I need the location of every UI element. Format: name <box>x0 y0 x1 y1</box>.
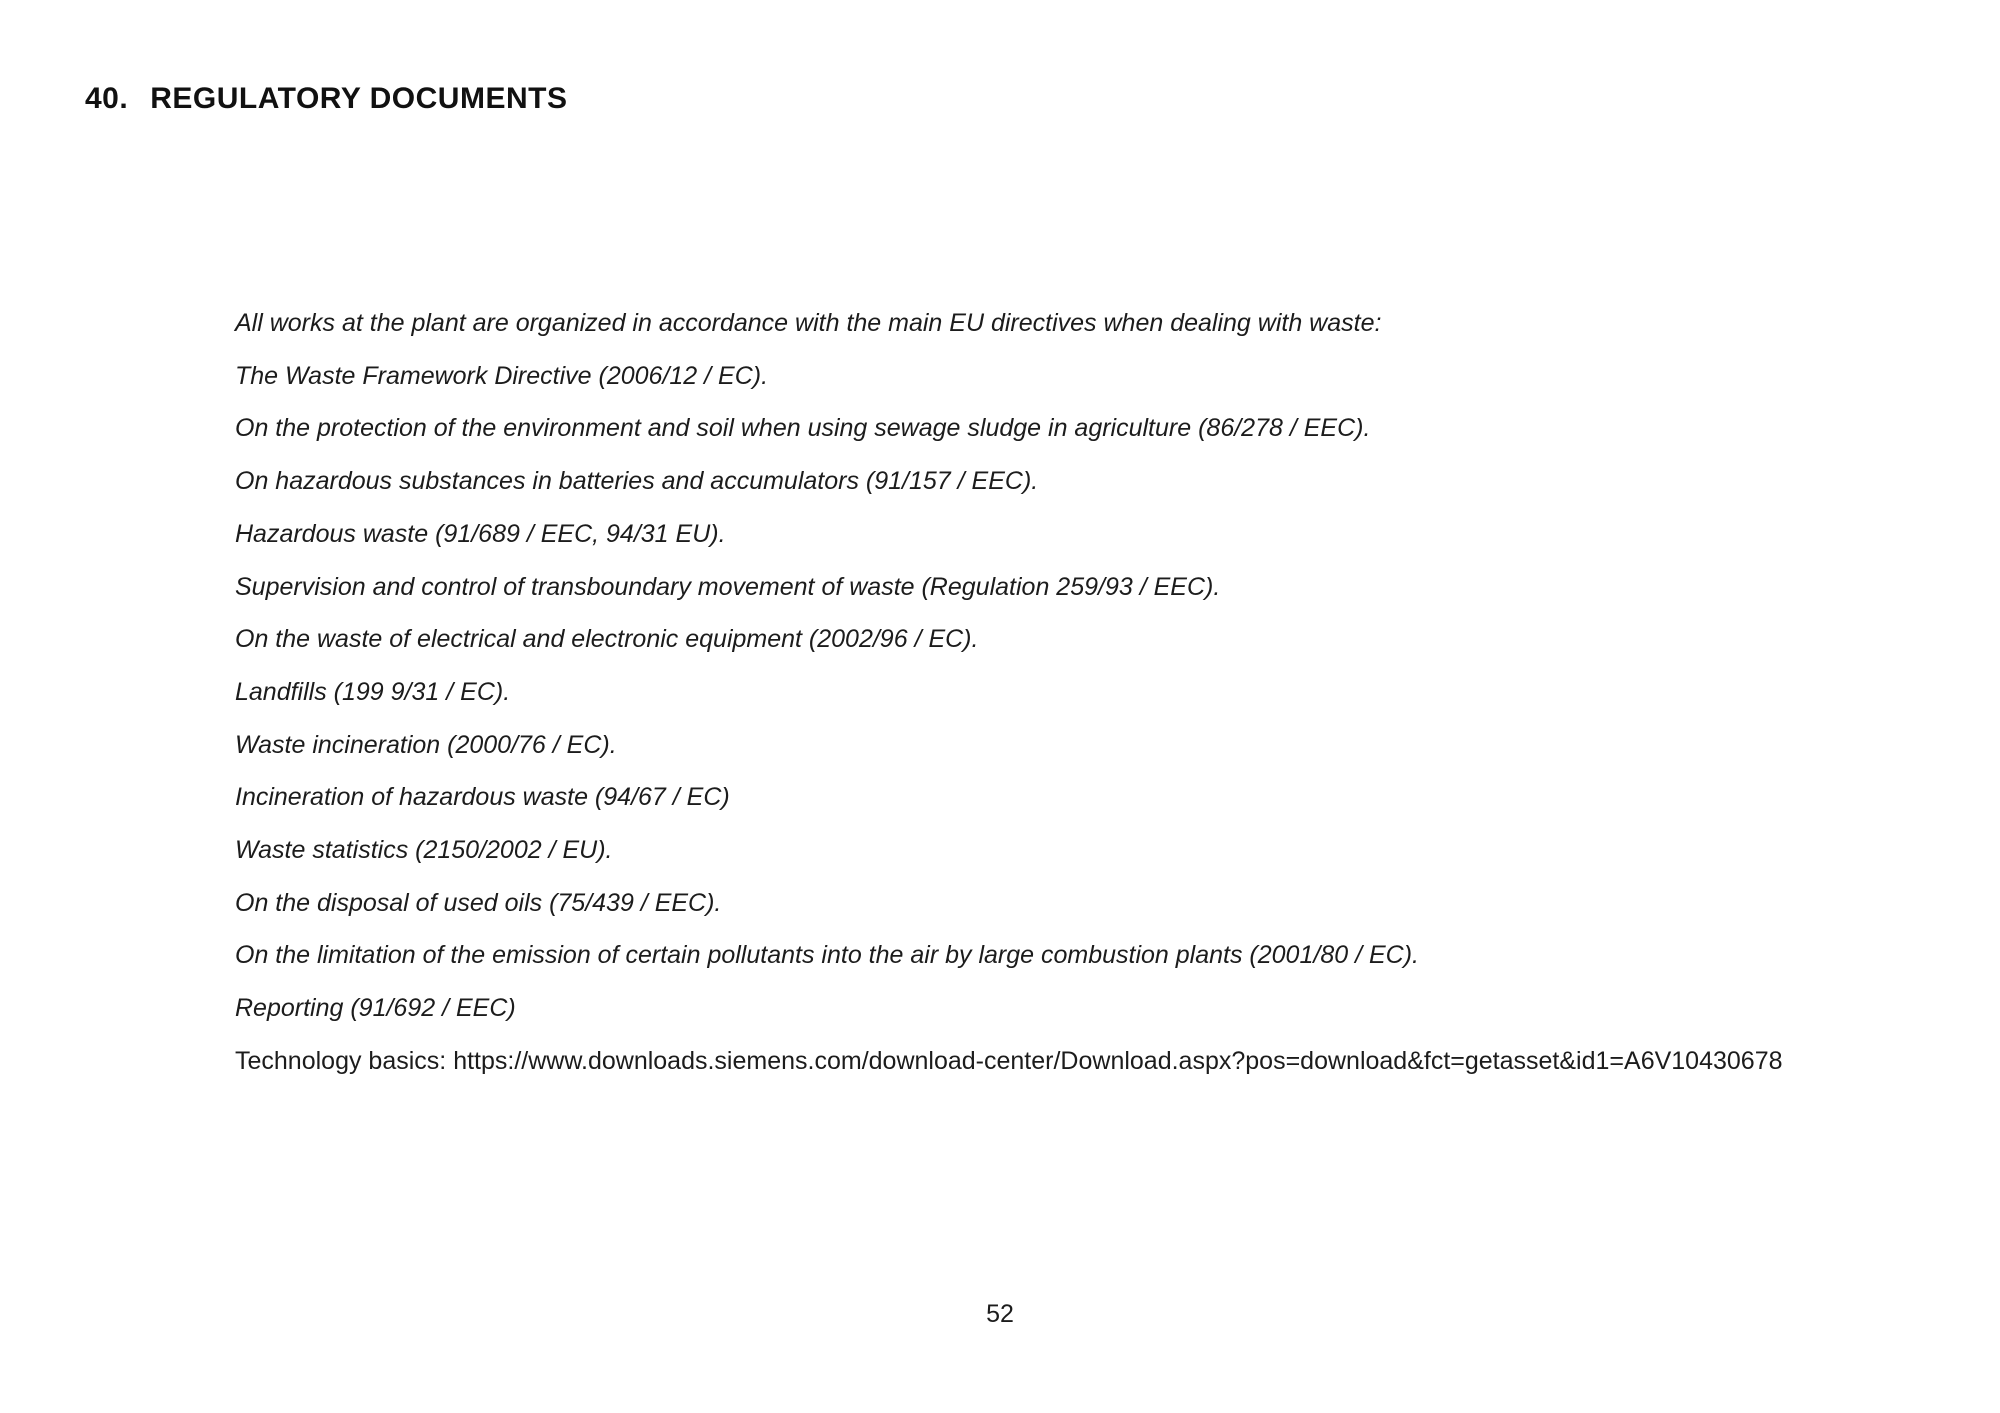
regulation-line: On the protection of the environment and soil when using sewage sludge in agriculture (86/278 / EEC). <box>235 414 1371 443</box>
regulation-line: Waste statistics (2150/2002 / EU). <box>235 836 613 865</box>
section-heading <box>85 82 567 116</box>
regulation-line: Waste incineration (2000/76 / EC). <box>235 730 617 759</box>
regulation-line: On hazardous substances in batteries and accumulators (91/157 / EEC). <box>235 467 1039 496</box>
technology-basics-label: Technology basics: <box>235 1046 454 1075</box>
technology-basics-url[interactable]: https://www.downloads.siemens.com/download-center/Download.aspx?pos=download&fct=getasset&id1=A6V10430678 <box>453 1046 1783 1075</box>
regulation-line: Supervision and control of transboundary movement of waste (Regulation 259/93 / EEC). <box>235 572 1221 601</box>
technology-basics-line <box>235 1035 1885 1088</box>
regulation-line: Reporting (91/692 / EEC) <box>235 994 516 1023</box>
regulation-line: Incineration of hazardous waste (94/67 / EC) <box>235 783 730 812</box>
section-number: 40. <box>85 82 129 115</box>
regulation-line: On the limitation of the emission of certain pollutants into the air by large combustion plants (2001/80 / EC). <box>235 941 1419 970</box>
regulation-line: Hazardous waste (91/689 / EEC, 94/31 EU). <box>235 519 726 548</box>
section-title: REGULATORY DOCUMENTS <box>150 82 568 115</box>
regulation-line: On the disposal of used oils (75/439 / EEC). <box>235 888 722 917</box>
regulation-line: The Waste Framework Directive (2006/12 / EC). <box>235 361 769 390</box>
regulation-line: All works at the plant are organized in accordance with the main EU directives when dealing with waste: <box>235 309 1382 337</box>
body-text <box>235 297 1885 1088</box>
page-number: 52 <box>986 1300 1014 1328</box>
regulation-line: On the waste of electrical and electronic equipment (2002/96 / EC). <box>235 625 979 654</box>
regulation-line: Landfills (199 9/31 / EC). <box>235 677 511 706</box>
